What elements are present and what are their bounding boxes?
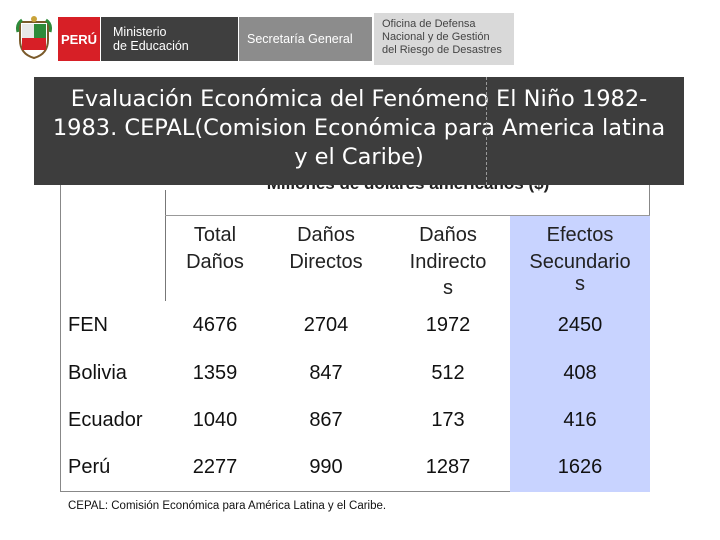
office-line3: del Riesgo de Desastres [382,44,502,56]
table-cell: 1972 [425,314,471,336]
header-line: Indirecto [409,251,487,273]
row-label-bolivia: Bolivia [68,362,127,384]
table-cell: 416 [563,409,597,431]
secretaria-logo [239,17,372,61]
footnote: CEPAL: Comisión Económica para América Latina y el Caribe. [68,500,387,512]
office-logo [374,13,514,65]
ministry-line1: Ministerio [113,25,167,39]
table-cell: 2277 [192,456,238,478]
header-line: Efectos [546,224,614,246]
office-line1: Oficina de Defensa [382,18,476,30]
header-line: Total [193,224,237,246]
table-cell: 4676 [192,314,238,336]
header-divider [165,215,650,216]
table-cell: 847 [309,362,343,384]
header-line: s [575,273,585,295]
table-cell: 1626 [557,456,603,478]
peru-label: PERÚ [60,31,98,47]
header-line: Directos [289,251,363,273]
peru-logo [58,17,100,61]
header-line: Daños [297,224,355,246]
row-label-peru: Perú [68,456,111,478]
header-line: Daños [186,251,244,273]
column-divider [165,190,166,301]
title-line2: 1983. CEPAL(Comision Económica para America latina [52,115,666,141]
header-bar [0,0,720,72]
header-line: Daños [419,224,477,246]
secretaria-label: Secretaría General [247,32,353,46]
header-danos-directos [272,222,380,276]
table-cell: 2704 [303,314,349,336]
table-cell: 1359 [192,362,238,384]
table-cell: 867 [309,409,343,431]
title-line1: Evaluación Económica del Fenómeno El Niño 1982- [70,86,648,112]
table-cell: 1287 [425,456,471,478]
table-cell: 990 [309,456,343,478]
ministry-logo [101,17,238,61]
table-cell: 2450 [557,314,603,336]
row-label-ecuador: Ecuador [68,409,143,431]
table-cell: 512 [431,362,465,384]
dashed-guide-line [486,77,487,185]
table-cell: 173 [431,409,465,431]
ministry-line2: de Educación [113,39,189,53]
header-total-danos [175,222,255,276]
header-efectos-secundarios [510,222,650,295]
header-danos-indirectos [388,222,508,300]
row-label-fen: FEN [68,314,108,336]
office-line2: Nacional y de Gestión [382,31,490,43]
slide-title [34,77,684,185]
title-line3: y el Caribe) [294,144,424,170]
coat-of-arms-icon [16,14,52,60]
table-cell: 408 [563,362,597,384]
header-line: s [443,277,453,299]
table-cell: 1040 [192,409,238,431]
header-line: Secundario [529,251,631,273]
